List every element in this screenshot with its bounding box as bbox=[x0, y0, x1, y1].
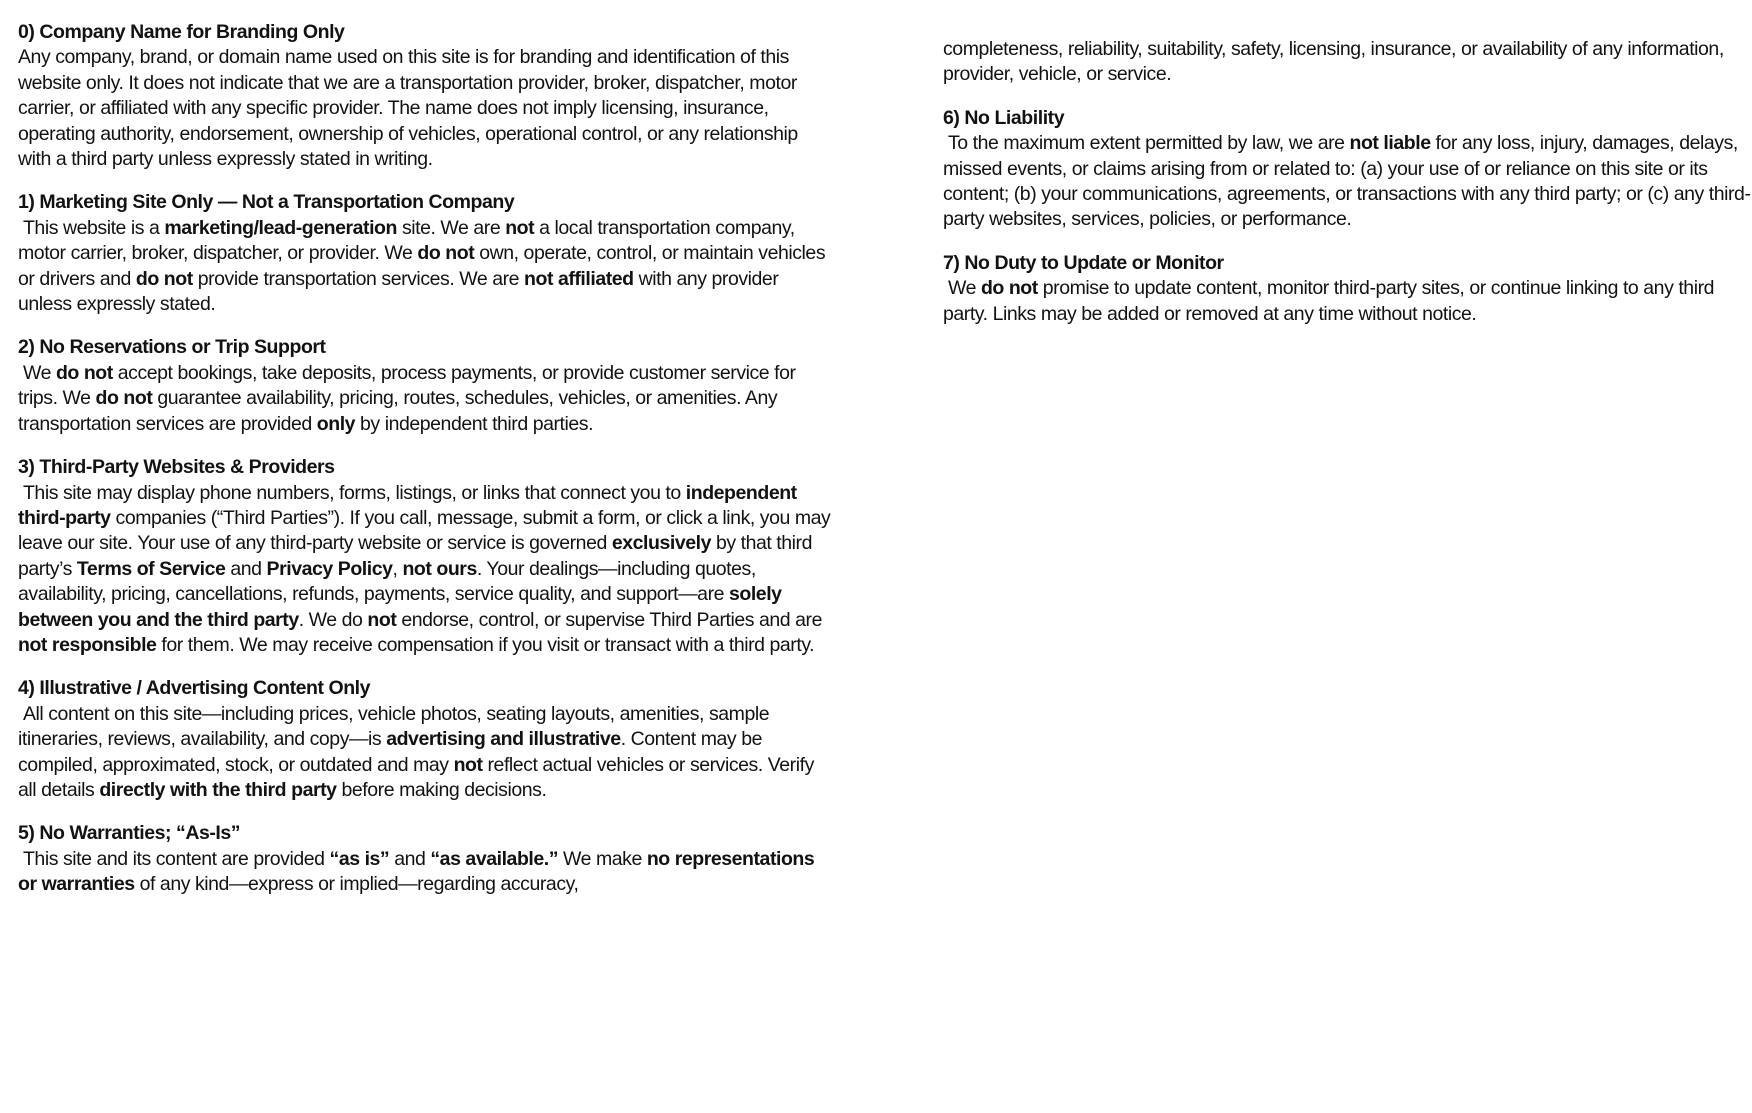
emphasized-text: do not bbox=[417, 242, 475, 265]
emphasized-text: independent third-party bbox=[18, 481, 797, 529]
emphasized-text: not bbox=[367, 608, 397, 631]
emphasized-text: no representations or warranties bbox=[18, 847, 815, 896]
body-text: own, operate, control, or maintain vehicles or drivers and bbox=[18, 242, 826, 290]
disclaimer-section bbox=[943, 251, 1752, 327]
body-text: companies (“Third Parties”). If you call, message, submit a form, or click a link, you may leave our site. Your use of any third-party website or service is governed bbox=[18, 506, 831, 555]
emphasized-text: not bbox=[505, 216, 535, 239]
body-text: This site may display phone numbers, forms, listings, or links that connect you to bbox=[18, 481, 686, 504]
body-text: for them. We may receive compensation if you visit or transact with a third party. bbox=[156, 633, 815, 656]
body-text: All content on this site—including prices, vehicle photos, seating layouts, amenities, sample itineraries, reviews, availability, and copy—is bbox=[18, 702, 770, 751]
paragraph-continuation bbox=[943, 37, 1752, 88]
body-text: by independent third parties. bbox=[355, 412, 594, 435]
section-heading: 5) No Warranties; “As-Is” bbox=[18, 822, 241, 845]
section-heading: 4) Illustrative / Advertising Content Only bbox=[18, 677, 371, 700]
emphasized-text: do not bbox=[135, 267, 193, 290]
section-heading: 1) Marketing Site Only — Not a Transportation Company bbox=[18, 191, 515, 214]
emphasized-text: not responsible bbox=[18, 633, 157, 656]
disclaimer-section bbox=[18, 190, 834, 317]
body-text: site. We are bbox=[396, 216, 506, 239]
body-text: This website is a bbox=[18, 216, 165, 239]
emphasized-text: only bbox=[316, 412, 356, 435]
body-text: To the maximum extent permitted by law, we are bbox=[943, 132, 1350, 155]
section-heading: 2) No Reservations or Trip Support bbox=[18, 336, 326, 359]
section-heading: 6) No Liability bbox=[943, 106, 1065, 129]
body-text: reflect actual vehicles or services. Verify all details bbox=[18, 753, 814, 801]
disclaimer-section bbox=[943, 106, 1752, 233]
body-text: before making decisions. bbox=[336, 778, 547, 801]
disclaimer-section bbox=[18, 20, 834, 172]
body-text: We bbox=[18, 361, 56, 384]
emphasized-text: not affiliated bbox=[524, 267, 634, 290]
emphasized-text: do not bbox=[980, 277, 1038, 300]
emphasized-text: not ours bbox=[402, 557, 477, 580]
column-right bbox=[943, 37, 1752, 327]
body-text: with any provider unless expressly stated. bbox=[18, 267, 779, 316]
emphasized-text: directly with the third party bbox=[99, 778, 337, 801]
emphasized-text: do not bbox=[95, 387, 153, 410]
emphasized-text: not liable bbox=[1349, 132, 1431, 155]
emphasized-text: Privacy Policy bbox=[266, 557, 393, 580]
emphasized-text: do not bbox=[55, 361, 113, 384]
body-text: for any loss, injury, damages, delays, missed events, or claims arising from or related to: (a) your use of or reliance on this site or its content; (b) your communications, agreements, or transactions with any third party; or (c) any third-party websites, services, policies, or performance. bbox=[943, 132, 1751, 231]
body-text: guarantee availability, pricing, routes, schedules, vehicles, or amenities. Any transportation services are provided bbox=[18, 387, 778, 435]
disclaimer-section bbox=[18, 676, 834, 803]
disclaimer-section bbox=[18, 821, 834, 897]
body-text: a local transportation company, motor carrier, broker, dispatcher, or provider. We bbox=[18, 216, 795, 265]
body-text: completeness, reliability, suitability, safety, licensing, insurance, or availability of any information, provider, vehicle, or service. bbox=[943, 38, 1724, 86]
body-text: . We do bbox=[298, 608, 368, 631]
emphasized-text: marketing/lead-generation bbox=[164, 216, 397, 239]
emphasized-text: “as available.” bbox=[430, 847, 559, 870]
body-text: provide transportation services. We are bbox=[192, 267, 525, 290]
body-text: endorse, control, or supervise Third Parties and are bbox=[396, 608, 822, 631]
emphasized-text: Terms of Service bbox=[76, 557, 226, 580]
section-heading: 7) No Duty to Update or Monitor bbox=[943, 251, 1224, 274]
body-text: accept bookings, take deposits, process payments, or provide customer service for trips. We bbox=[18, 361, 796, 410]
body-text: , bbox=[392, 557, 403, 580]
body-text: . Content may be compiled, approximated, stock, or outdated and may bbox=[18, 728, 762, 776]
emphasized-text: exclusively bbox=[611, 532, 711, 555]
body-text: This site and its content are provided bbox=[18, 847, 330, 870]
emphasized-text: solely between you and the third party bbox=[18, 583, 782, 631]
body-text: and bbox=[225, 557, 267, 580]
section-heading: 3) Third-Party Websites & Providers bbox=[18, 456, 335, 479]
body-text: We make bbox=[558, 847, 647, 870]
body-text: Any company, brand, or domain name used on this site is for branding and identification of this website only. It does not indicate that we are a transportation provider, broker, dispatcher, motor carrier, or affiliated with any specific provider. The name does not imply licensing, insurance, operating authority, endorsement, ownership of vehicles, operational control, or any relationship with a third party unless expressly stated in writing. bbox=[18, 46, 798, 171]
disclaimer-section bbox=[18, 335, 834, 437]
section-heading: 0) Company Name for Branding Only bbox=[18, 21, 345, 43]
body-text: promise to update content, monitor third-party sites, or continue linking to any third party. Links may be added or removed at any time without notice. bbox=[943, 277, 1715, 325]
body-text: . Your dealings—including quotes, availability, pricing, cancellations, refunds, payments, service quality, and support—are bbox=[18, 557, 756, 606]
body-text: We bbox=[943, 277, 981, 300]
emphasized-text: “as is” bbox=[329, 847, 390, 870]
disclaimer-section bbox=[18, 455, 834, 658]
body-text: of any kind—express or implied—regarding accuracy, bbox=[134, 873, 579, 896]
body-text: by that third party’s bbox=[18, 532, 812, 580]
column-left bbox=[18, 20, 834, 898]
body-text: and bbox=[389, 847, 431, 870]
emphasized-text: not bbox=[453, 753, 483, 776]
emphasized-text: advertising and illustrative bbox=[386, 728, 621, 751]
